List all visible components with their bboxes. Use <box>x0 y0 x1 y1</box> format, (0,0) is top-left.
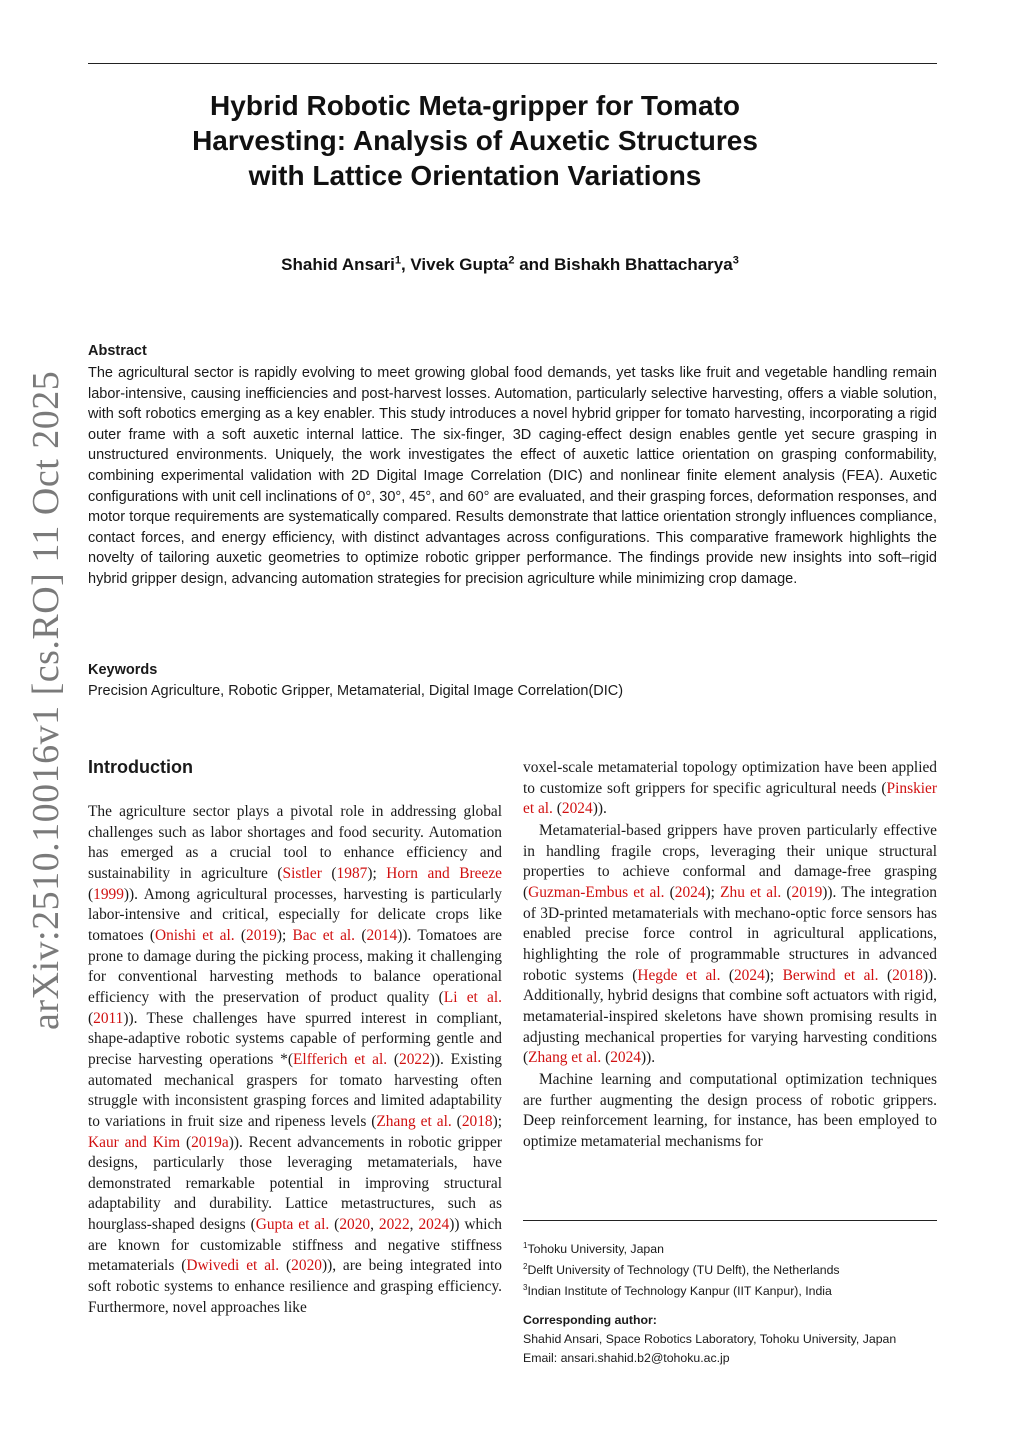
body-text: , <box>370 1216 379 1234</box>
citation-link[interactable]: 2018 <box>892 966 923 984</box>
body-text: )). Tomatoes are prone to damage during the picking process, making it challenging for conventional harvesting methods to balance operational efficiency with the preservation of product quality ( <box>88 926 503 1006</box>
citation-link[interactable]: 2024 <box>674 883 706 901</box>
author: Vivek Gupta$^2$ and <box>410 254 555 274</box>
footnotes <box>523 1237 943 1367</box>
introduction-paragraph <box>523 758 937 820</box>
citation-link[interactable]: Guzman-Embus et al. <box>528 883 665 901</box>
body-text: )), are being integrated into soft robotic systems to enhance resilience and grasping efficiency. Furthermore, novel approaches like <box>88 1257 503 1316</box>
body-text: ); <box>764 966 783 984</box>
body-text: ( <box>279 1257 292 1275</box>
introduction-left-column <box>88 802 502 1318</box>
paper-title: Hybrid Robotic Meta-gripper for Tomato Harvesting: Analysis of Auxetic Structures with Lattice Orientation Variations <box>192 90 758 191</box>
body-text: ); <box>492 1112 502 1130</box>
body-text: Machine learning and computational optimization techniques are further augmenting the design process of robotic grippers. Deep reinforcement learning, for instance, has been employed to optimize metamaterial mechanisms for <box>523 1070 937 1150</box>
body-text: )). Recent advancements in robotic gripper designs, particularly those leveraging metamaterials, have demonstrated remarkable potential in improving structural adaptability and durability. Lattice metastructures, such as hourglass-shaped designs ( <box>88 1133 503 1234</box>
body-text: ( <box>878 966 893 984</box>
citation-link[interactable]: Gupta et al. <box>255 1216 330 1234</box>
body-text: ( <box>88 1009 94 1027</box>
citation-link[interactable]: 2019a <box>191 1133 229 1151</box>
body-text: ( <box>451 1112 462 1130</box>
citation-link[interactable]: 2022 <box>378 1216 410 1234</box>
citation-link[interactable]: 2019 <box>791 883 823 901</box>
introduction-paragraph <box>523 1070 937 1153</box>
corresponding-email[interactable]: Email: ansari.shahid.b2@tohoku.ac.jp <box>523 1351 730 1366</box>
body-text: ( <box>88 885 94 903</box>
citation-link[interactable]: Zhang et al. <box>376 1112 452 1130</box>
keywords-heading: Keywords <box>88 662 158 678</box>
body-text: )). Existing automated mechanical graspers for tomato harvesting often struggle with inconsistent grasping forces and limited adaptability to variations in fruit size and ripeness levels ( <box>88 1050 502 1130</box>
affiliation-footnote: $^3$Indian Institute of Technology Kanpur (IIT Kanpur), India <box>523 1283 832 1299</box>
citation-link[interactable]: 1999 <box>93 885 124 903</box>
citation-link[interactable]: 2024 <box>733 966 765 984</box>
keywords-text: Precision Agriculture, Robotic Gripper, Metamaterial, Digital Image Correlation(DIC) <box>88 683 624 699</box>
body-text: )). These challenges have spurred interest in compliant, shape-adaptive robotic systems capable of performing gentle and precise harvesting operations *( <box>88 1009 502 1068</box>
body-text: )). <box>592 800 607 818</box>
body-text: ( <box>321 864 337 882</box>
citation-link[interactable]: Hegde et al. <box>637 966 721 984</box>
body-text: The agriculture sector plays a pivotal role in addressing global challenges such as labor shortages and food security. Automation has emerged as a crucial tool to enhance efficiency and sustainability in agriculture ( <box>88 803 502 882</box>
citation-link[interactable]: Elfferich et al. <box>293 1050 388 1068</box>
body-text: voxel-scale metamaterial topology optimization have been applied to customize soft grippers for specific agricultural needs ( <box>523 759 937 797</box>
abstract-heading: Abstract <box>88 343 147 359</box>
body-text: )) which are known for customizable stiffness and negative stiffness metamaterials ( <box>88 1216 503 1275</box>
body-text: , <box>409 1216 419 1234</box>
citation-link[interactable]: 2011 <box>93 1009 124 1027</box>
body-text: ( <box>387 1050 399 1068</box>
top-rule <box>88 63 937 64</box>
citation-link[interactable]: Horn and Breeze <box>386 864 502 882</box>
affiliation-footnote: $^2$Delft University of Technology (TU Delft), the Netherlands <box>523 1262 840 1278</box>
citation-link[interactable]: 2020 <box>339 1216 371 1234</box>
body-text: ( <box>180 1133 192 1151</box>
introduction-heading: Introduction <box>88 757 193 777</box>
body-text: ( <box>601 1049 611 1067</box>
body-text: )). Additionally, hybrid designs that combine soft actuators with rigid, metamaterial-inspired skeletons have shown promising results in adjusting mechanical properties for varying harvesting conditions ( <box>523 966 937 1067</box>
author: Bishakh Bhattacharya$^3$ <box>554 254 739 274</box>
citation-link[interactable]: Bac et al. <box>292 926 356 944</box>
citation-link[interactable]: Onishi et al. <box>154 926 235 944</box>
citation-link[interactable]: 2024 <box>418 1216 450 1234</box>
body-text: ( <box>664 883 675 901</box>
abstract-text: The agricultural sector is rapidly evolving to meet growing global food demands, yet tasks like fruit and vegetable handling remain labor-intensive, causing inefficiencies and post-harvest losses. Automation, particularly selective harvesting, offers a viable solution, with soft robotics emerging as a key enabler. This study introduces a novel hybrid gripper for tomato harvesting, incorporating a rigid outer frame with a soft auxetic internal lattice. The six-finger, 3D caging-effect design enables gentle yet secure grasping in unstructured environments. Uniquely, the work investigates the effect of auxetic lattice orientation on grasping conformability, combining experimental validation with 2D Digital Image Correlation (DIC) and nonlinear finite element analysis (FEA). Auxetic configurations with unit cell inclinations of 0°, 30°, 45°, and 60° are evaluated, and their grasping forces, deformation responses, and motor torque requirements are systematically compared. Results demonstrate that lattice orientation strongly influences compliance, contact forces, and energy efficiency, with distinct advantages across configurations. This comparative framework highlights the novelty of tailoring auxetic geometries to optimize robotic gripper performance. The findings provide new insights into soft–rigid hybrid gripper design, advancing automation strategies for precision agriculture while minimizing crop damage. <box>88 365 937 587</box>
body-text: ); <box>705 883 721 901</box>
citation-link[interactable]: Zhang et al. <box>528 1049 602 1067</box>
citation-link[interactable]: 2024 <box>610 1049 641 1067</box>
body-text: ( <box>329 1216 340 1234</box>
author: Shahid Ansari$^1$, <box>281 254 411 274</box>
body-text: )). Among agricultural processes, harvesting is particularly labor-intensive and critical, especially for delicate crops like tomatoes ( <box>88 885 502 944</box>
citation-link[interactable]: Zhu et al. <box>720 883 782 901</box>
citation-link[interactable]: Dwivedi et al. <box>186 1257 280 1275</box>
body-text: ( <box>720 966 734 984</box>
body-text: )). <box>640 1049 656 1067</box>
citation-link[interactable]: 2022 <box>399 1050 430 1068</box>
body-text: ); <box>276 926 293 944</box>
body-text: ( <box>355 926 367 944</box>
corresponding-author: Shahid Ansari, Space Robotics Laboratory, Tohoku University, Japan <box>523 1332 897 1347</box>
body-text: ); <box>367 864 387 882</box>
citation-link[interactable]: Kaur and Kim <box>88 1133 181 1151</box>
body-text: ( <box>781 883 792 901</box>
citation-link[interactable]: 2014 <box>366 926 398 944</box>
affiliation-footnote: $^1$Tohoku University, Japan <box>523 1241 664 1257</box>
introduction-paragraph <box>523 821 937 1069</box>
author-list <box>170 254 850 275</box>
corresponding-author-heading: Corresponding author: <box>523 1313 657 1328</box>
body-text: )). The integration of 3D-printed metamaterials with mechano-optic force sensors has enabled precise force control in agricultural applications, highlighting the role of programmable structures in advanced robotic systems ( <box>523 883 937 984</box>
body-text: Metamaterial-based grippers have proven particularly effective in handling fragile crops, leveraging their unique structural properties to achieve conformal and damage-free grasping ( <box>523 821 937 901</box>
citation-link[interactable]: 2020 <box>291 1257 322 1275</box>
body-text: ( <box>552 800 562 818</box>
arxiv-stamp[interactable]: arXiv:2510.10016v1 [cs.RO] 11 Oct 2025 <box>25 370 67 1030</box>
citation-link[interactable]: Pinskier et al. <box>523 779 937 818</box>
introduction-right-column <box>523 758 937 1153</box>
footnote-rule <box>523 1220 937 1221</box>
citation-link[interactable]: 2024 <box>561 800 593 818</box>
body-text: ( <box>234 926 247 944</box>
citation-link[interactable]: 2019 <box>246 926 277 944</box>
citation-link[interactable]: 2018 <box>461 1112 493 1130</box>
citation-link[interactable]: Berwind et al. <box>782 966 879 984</box>
citation-link[interactable]: 1987 <box>336 864 368 882</box>
citation-link[interactable]: Sistler <box>282 864 322 882</box>
citation-link[interactable]: Li et al. <box>443 988 502 1006</box>
